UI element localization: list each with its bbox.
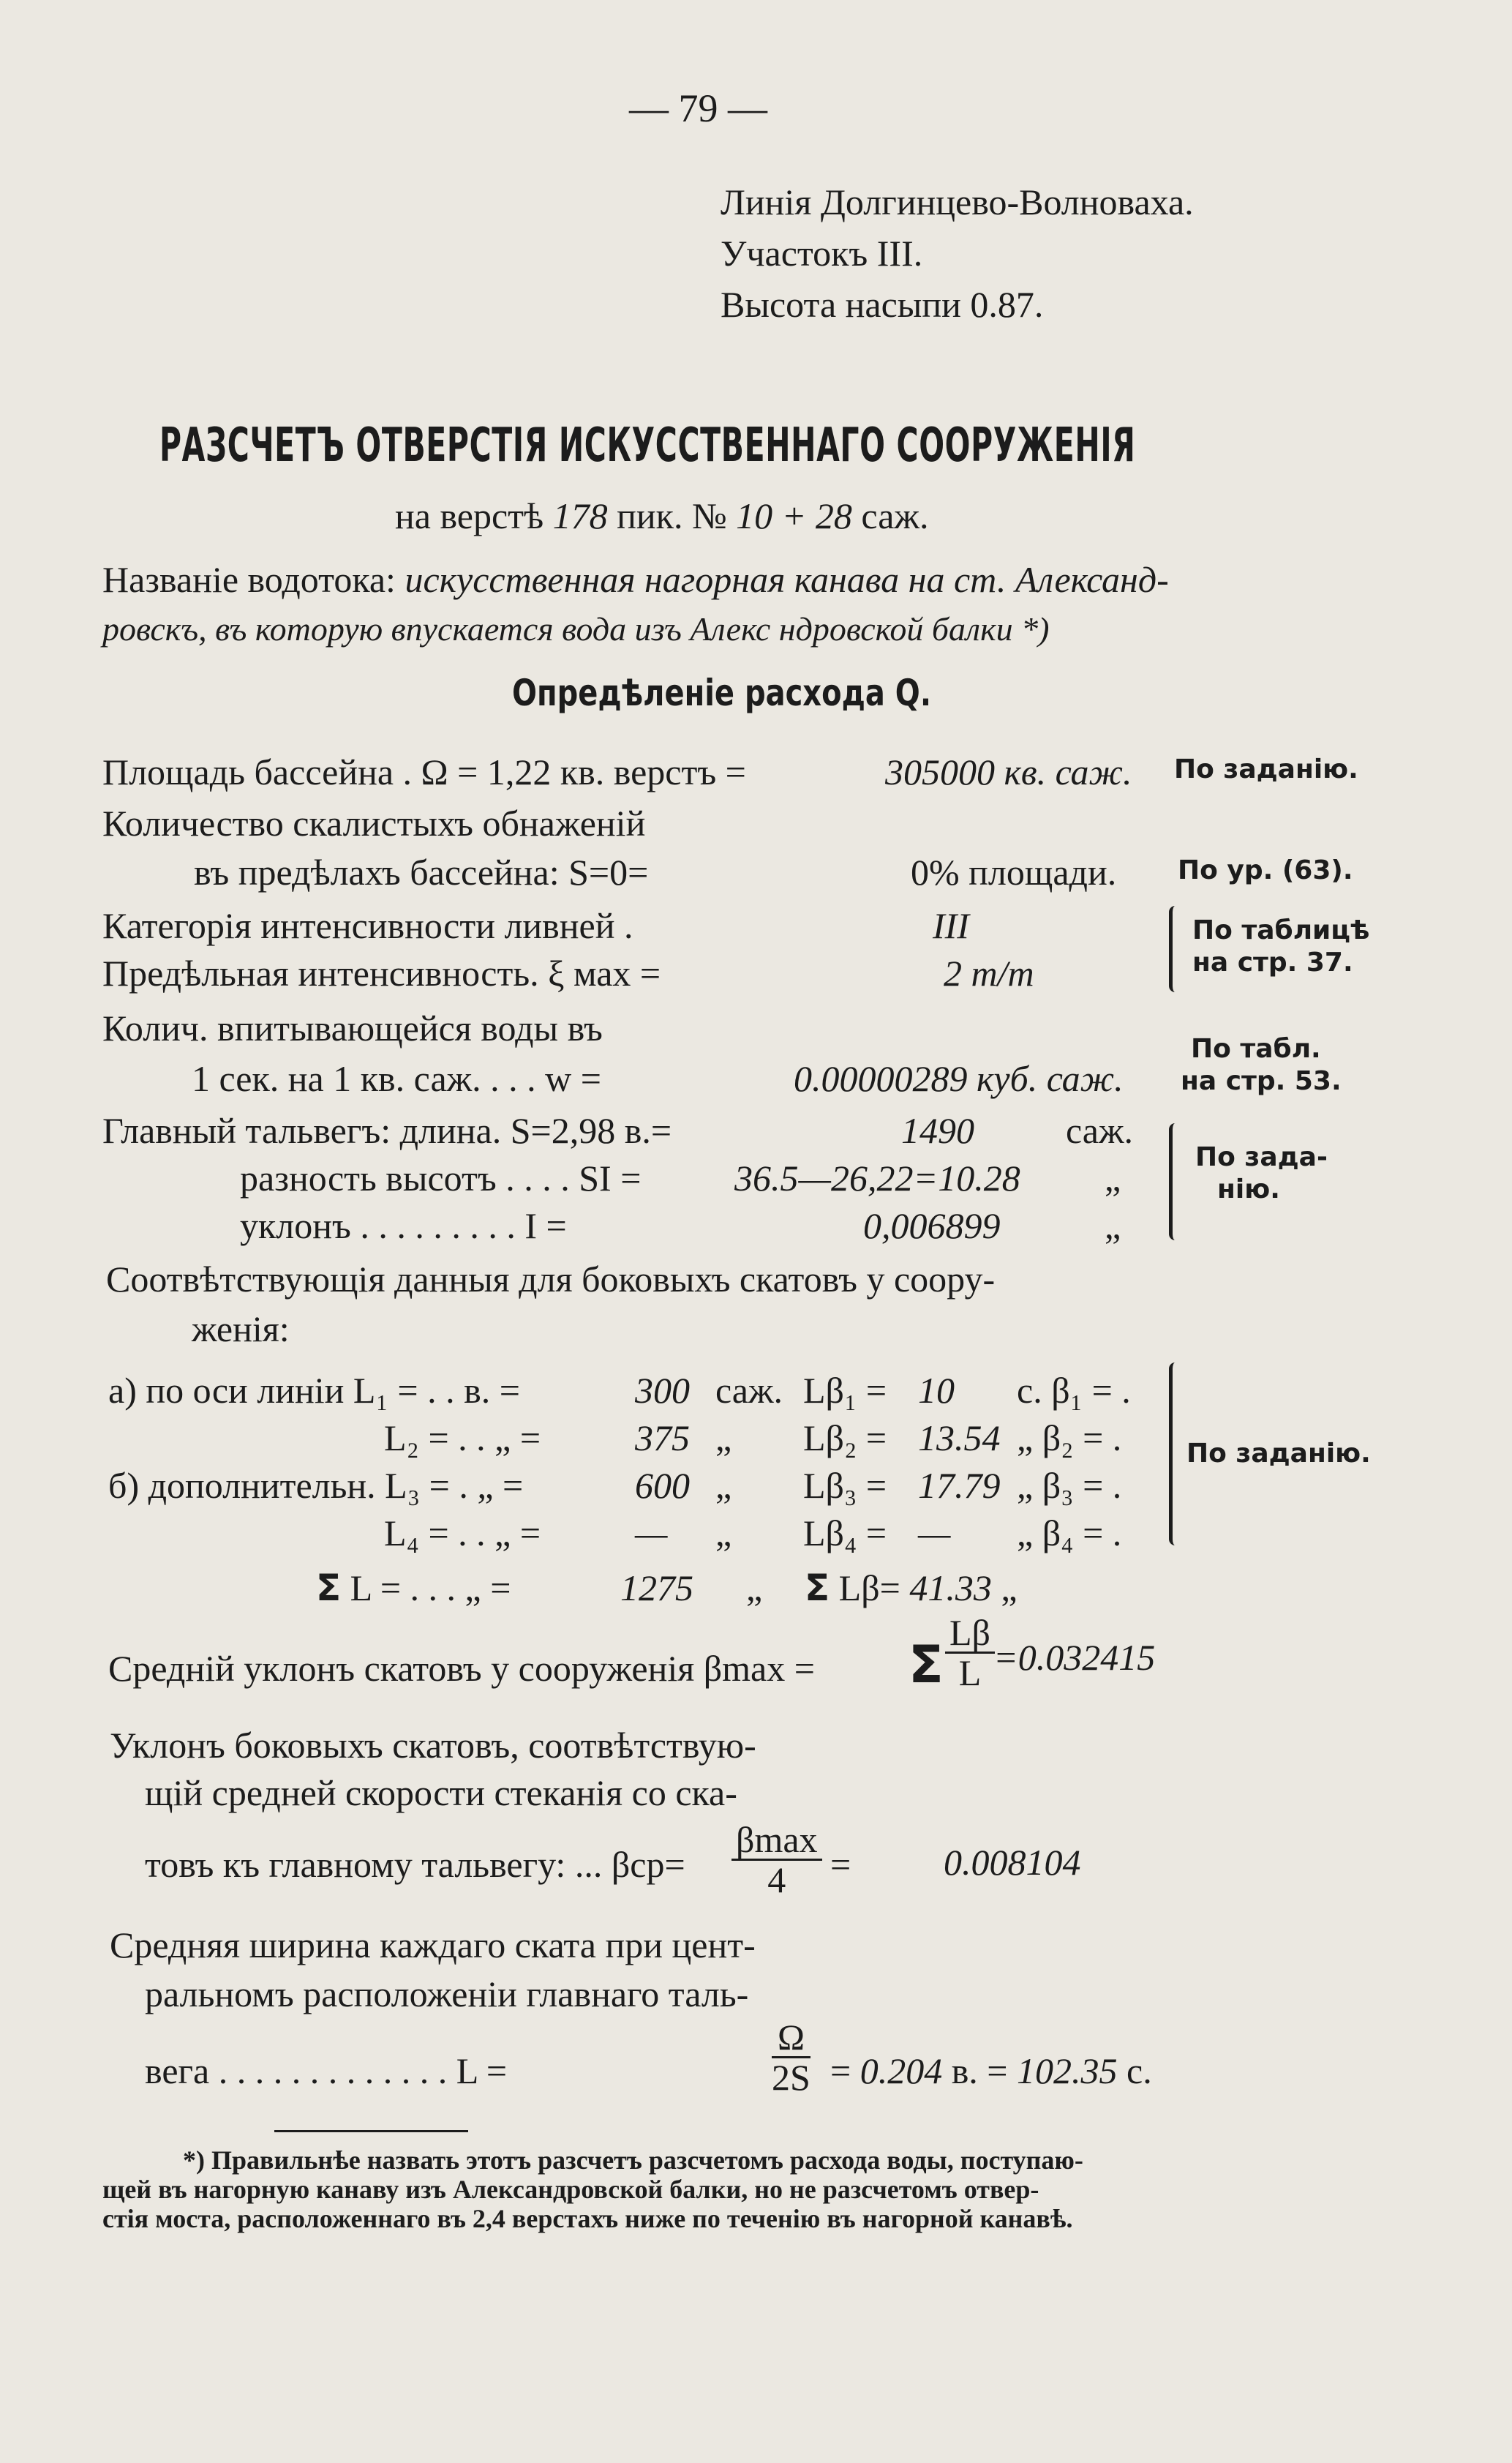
header-line: Линія Долгинцево-Волноваха.	[721, 181, 1194, 222]
width-unit-1: в. =	[951, 2050, 1008, 2091]
side-slope-length: 375	[635, 1417, 690, 1458]
absorb-note-1: По табл.	[1191, 1034, 1321, 1064]
brace-sides	[1169, 1362, 1181, 1545]
thalweg-value: 1490	[901, 1110, 974, 1151]
sum-unit: „	[746, 1567, 763, 1608]
sum-lbeta-unit: „	[1001, 1567, 1018, 1608]
side-slope-lbeta-label: Lβ₂ =	[803, 1417, 887, 1458]
side-slope-length: —	[635, 1512, 668, 1553]
watercourse-label: Названіе водотока:	[102, 559, 396, 600]
tables-note-1: По таблицѣ	[1192, 915, 1370, 945]
width-numerator: Ω	[772, 2018, 810, 2058]
category-value: III	[933, 905, 969, 946]
rocky-note: По ур. (63).	[1178, 855, 1353, 885]
category-label: Категорія интенсивности ливней .	[102, 905, 633, 946]
height-diff-unit: „	[1105, 1158, 1121, 1199]
subtitle-prefix: на верстѣ	[395, 495, 544, 536]
sigma-sign-2: Σ	[805, 1567, 830, 1609]
header-height: Высота насыпи 0.87.	[721, 284, 1044, 325]
footnote-rule	[274, 2130, 468, 2132]
limit-label: Предѣльная интенсивность. ξ мах =	[102, 953, 661, 994]
avg-slope-fraction	[945, 1613, 995, 1692]
avg-slope-value: =0.032415	[993, 1637, 1156, 1678]
sum-lbeta-label: Lβ=	[838, 1567, 900, 1608]
sides-note: По заданію.	[1186, 1439, 1371, 1469]
width-denominator: 2S	[772, 2057, 810, 2098]
width-line-2: ральномъ расположеніи главнаго таль-	[145, 1973, 749, 2014]
side-slope-lbeta-label: Lβ₁ =	[803, 1370, 887, 1411]
sum-value: 1275	[620, 1567, 693, 1608]
avg-slope-label: Средній уклонъ скатовъ у сооруженія βmax =	[108, 1648, 815, 1689]
section-heading: Опредѣленіе расхода Q.	[512, 672, 932, 714]
side-slope-lbeta-label: Lβ₃ =	[803, 1465, 887, 1506]
corresponding-line-1: Соотвѣтствующія данныя для боковыхъ скатовъ у соору-	[106, 1259, 996, 1300]
subtitle-mid: пик. №	[617, 495, 727, 536]
tables-note-2: на стр. 37.	[1192, 948, 1353, 978]
subtitle-suffix: саж.	[861, 495, 929, 536]
sum-lbeta-row	[805, 1566, 1018, 1610]
area-value: 305000 кв. саж.	[885, 751, 1132, 792]
sigma-sign: Σ	[316, 1567, 342, 1609]
side-slope-lbeta-unit: „ β₄ = .	[1017, 1512, 1122, 1553]
width-value-2: 102.35	[1017, 2050, 1118, 2091]
document-title: РАЗСЧЕТЪ ОТВЕРСТІЯ ИСКУССТВЕННАГО СООРУЖЕНІЯ	[159, 419, 1136, 473]
side-slope-lbeta-value: 10	[918, 1370, 955, 1411]
thalweg-note-2: нію.	[1217, 1174, 1280, 1204]
side-slope-denominator: 4	[767, 1859, 786, 1900]
subtitle-verst: 178	[552, 495, 608, 536]
rocky-label-1: Количество скалистыхъ обнаженій	[102, 803, 646, 844]
slope-value: 0,006899	[863, 1205, 1001, 1246]
sigma-sign-3: Σ	[909, 1635, 944, 1695]
side-slope-fraction	[731, 1821, 822, 1899]
absorb-note-2: на стр. 53.	[1181, 1066, 1342, 1096]
side-slope-lbeta-unit: с. β₁ = .	[1017, 1370, 1131, 1411]
width-value-1: 0.204	[860, 2050, 943, 2091]
sum-label: L = . . . „ =	[350, 1567, 511, 1608]
side-slope-lbeta-unit: „ β₂ = .	[1017, 1417, 1122, 1458]
header-section: Участокъ III.	[721, 233, 923, 274]
side-slope-unit: „	[715, 1465, 732, 1506]
side-slope-lbeta-label: Lβ₄ =	[803, 1512, 887, 1553]
brace-thalweg	[1169, 1123, 1181, 1240]
side-slope-lbeta-unit: „ β₃ = .	[1017, 1465, 1122, 1506]
side-slope-length: 600	[635, 1465, 690, 1506]
side-slope-eq: =	[830, 1844, 851, 1885]
watercourse-line-2	[102, 607, 1049, 651]
footnote-line-2: щей въ нагорную канаву изъ Александровской балки, но не разсчетомъ отвер-	[102, 2175, 1039, 2204]
limit-value: 2 m/m	[944, 953, 1034, 994]
side-slope-unit: „	[715, 1417, 732, 1458]
corresponding-line-2: женія:	[192, 1308, 290, 1349]
side-slope-label: L₂ = . . „ =	[384, 1417, 541, 1458]
side-slope-lbeta-value: 17.79	[918, 1465, 1001, 1506]
side-slope-unit: саж.	[715, 1370, 783, 1411]
side-slope-line-2: щій средней скорости стеканія со ска-	[145, 1772, 737, 1813]
side-slope-numerator: βmax	[731, 1821, 822, 1861]
avg-slope-numerator: Lβ	[945, 1613, 995, 1654]
page-number: — 79 —	[629, 86, 767, 130]
subtitle	[395, 494, 928, 538]
brace-tables	[1169, 906, 1181, 992]
footnote-line-3: стія моста, расположеннаго въ 2,4 верстахъ ниже по теченію въ нагорной канавѣ.	[102, 2204, 1073, 2233]
area-label: Площадь бассейна . Ω = 1,22 кв. верстъ =	[102, 751, 746, 792]
absorb-label-1: Колич. впитывающейся воды въ	[102, 1008, 603, 1049]
absorb-value: 0.00000289 куб. саж.	[794, 1058, 1124, 1099]
width-line-3: вега . . . . . . . . . . . . . L =	[145, 2050, 508, 2091]
area-note: По заданію.	[1174, 754, 1358, 784]
absorb-label-2: 1 сек. на 1 кв. саж. . . . w =	[192, 1058, 601, 1099]
side-slope-unit: „	[715, 1512, 732, 1553]
side-slope-value: 0.008104	[944, 1842, 1081, 1883]
slope-unit: „	[1105, 1205, 1121, 1246]
side-slope-label: б) дополнительн. L₃ = . „ =	[108, 1465, 524, 1506]
watercourse-name-1: искусственная нагорная канава на ст. Александ-	[405, 559, 1169, 600]
rocky-value: 0% площади.	[911, 852, 1117, 893]
thalweg-note-1: По зада-	[1195, 1142, 1328, 1172]
watercourse-line-1	[102, 558, 1169, 601]
footnote-line-1: *) Правильнѣе назвать этотъ разсчетъ разсчетомъ расхода воды, поступаю-	[183, 2145, 1083, 2175]
side-slope-line-1: Уклонъ боковыхъ скатовъ, соотвѣтствую-	[110, 1725, 756, 1766]
side-slope-line-3: товъ къ главному тальвегу: ... βср=	[145, 1844, 685, 1885]
side-slope-length: 300	[635, 1370, 690, 1411]
width-fraction	[772, 2018, 810, 2096]
slope-label: уклонъ . . . . . . . . . I =	[240, 1205, 567, 1246]
thalweg-label: Главный тальвегъ: длина. S=2,98 в.=	[102, 1110, 672, 1151]
side-slope-lbeta-value: —	[918, 1512, 951, 1553]
sum-lbeta-value: 41.33	[909, 1567, 992, 1608]
width-unit-2: с.	[1127, 2050, 1152, 2091]
footnote-mark: *)	[1021, 610, 1050, 648]
sum-row	[316, 1566, 511, 1610]
subtitle-number: 10 + 28	[736, 495, 852, 536]
height-diff-value: 36.5—26,22=10.28	[734, 1158, 1020, 1199]
width-eq: =	[830, 2050, 851, 2091]
width-line-1: Средняя ширина каждаго ската при цент-	[110, 1924, 756, 1965]
side-slope-label: а) по оси линіи L₁ = . . в. =	[108, 1370, 520, 1411]
height-diff-label: разность высотъ . . . . SI =	[240, 1158, 642, 1199]
width-line-3-values	[830, 2049, 1152, 2093]
avg-slope-denominator: L	[958, 1652, 982, 1693]
rocky-label-2: въ предѣлахъ бассейна: S=0=	[194, 852, 649, 893]
side-slope-lbeta-value: 13.54	[918, 1417, 1001, 1458]
thalweg-unit: саж.	[1066, 1110, 1134, 1151]
watercourse-name-2: ровскъ, въ которую впускается вода изъ Алекс ндровской балки	[102, 610, 1013, 648]
side-slope-label: L₄ = . . „ =	[384, 1512, 541, 1553]
